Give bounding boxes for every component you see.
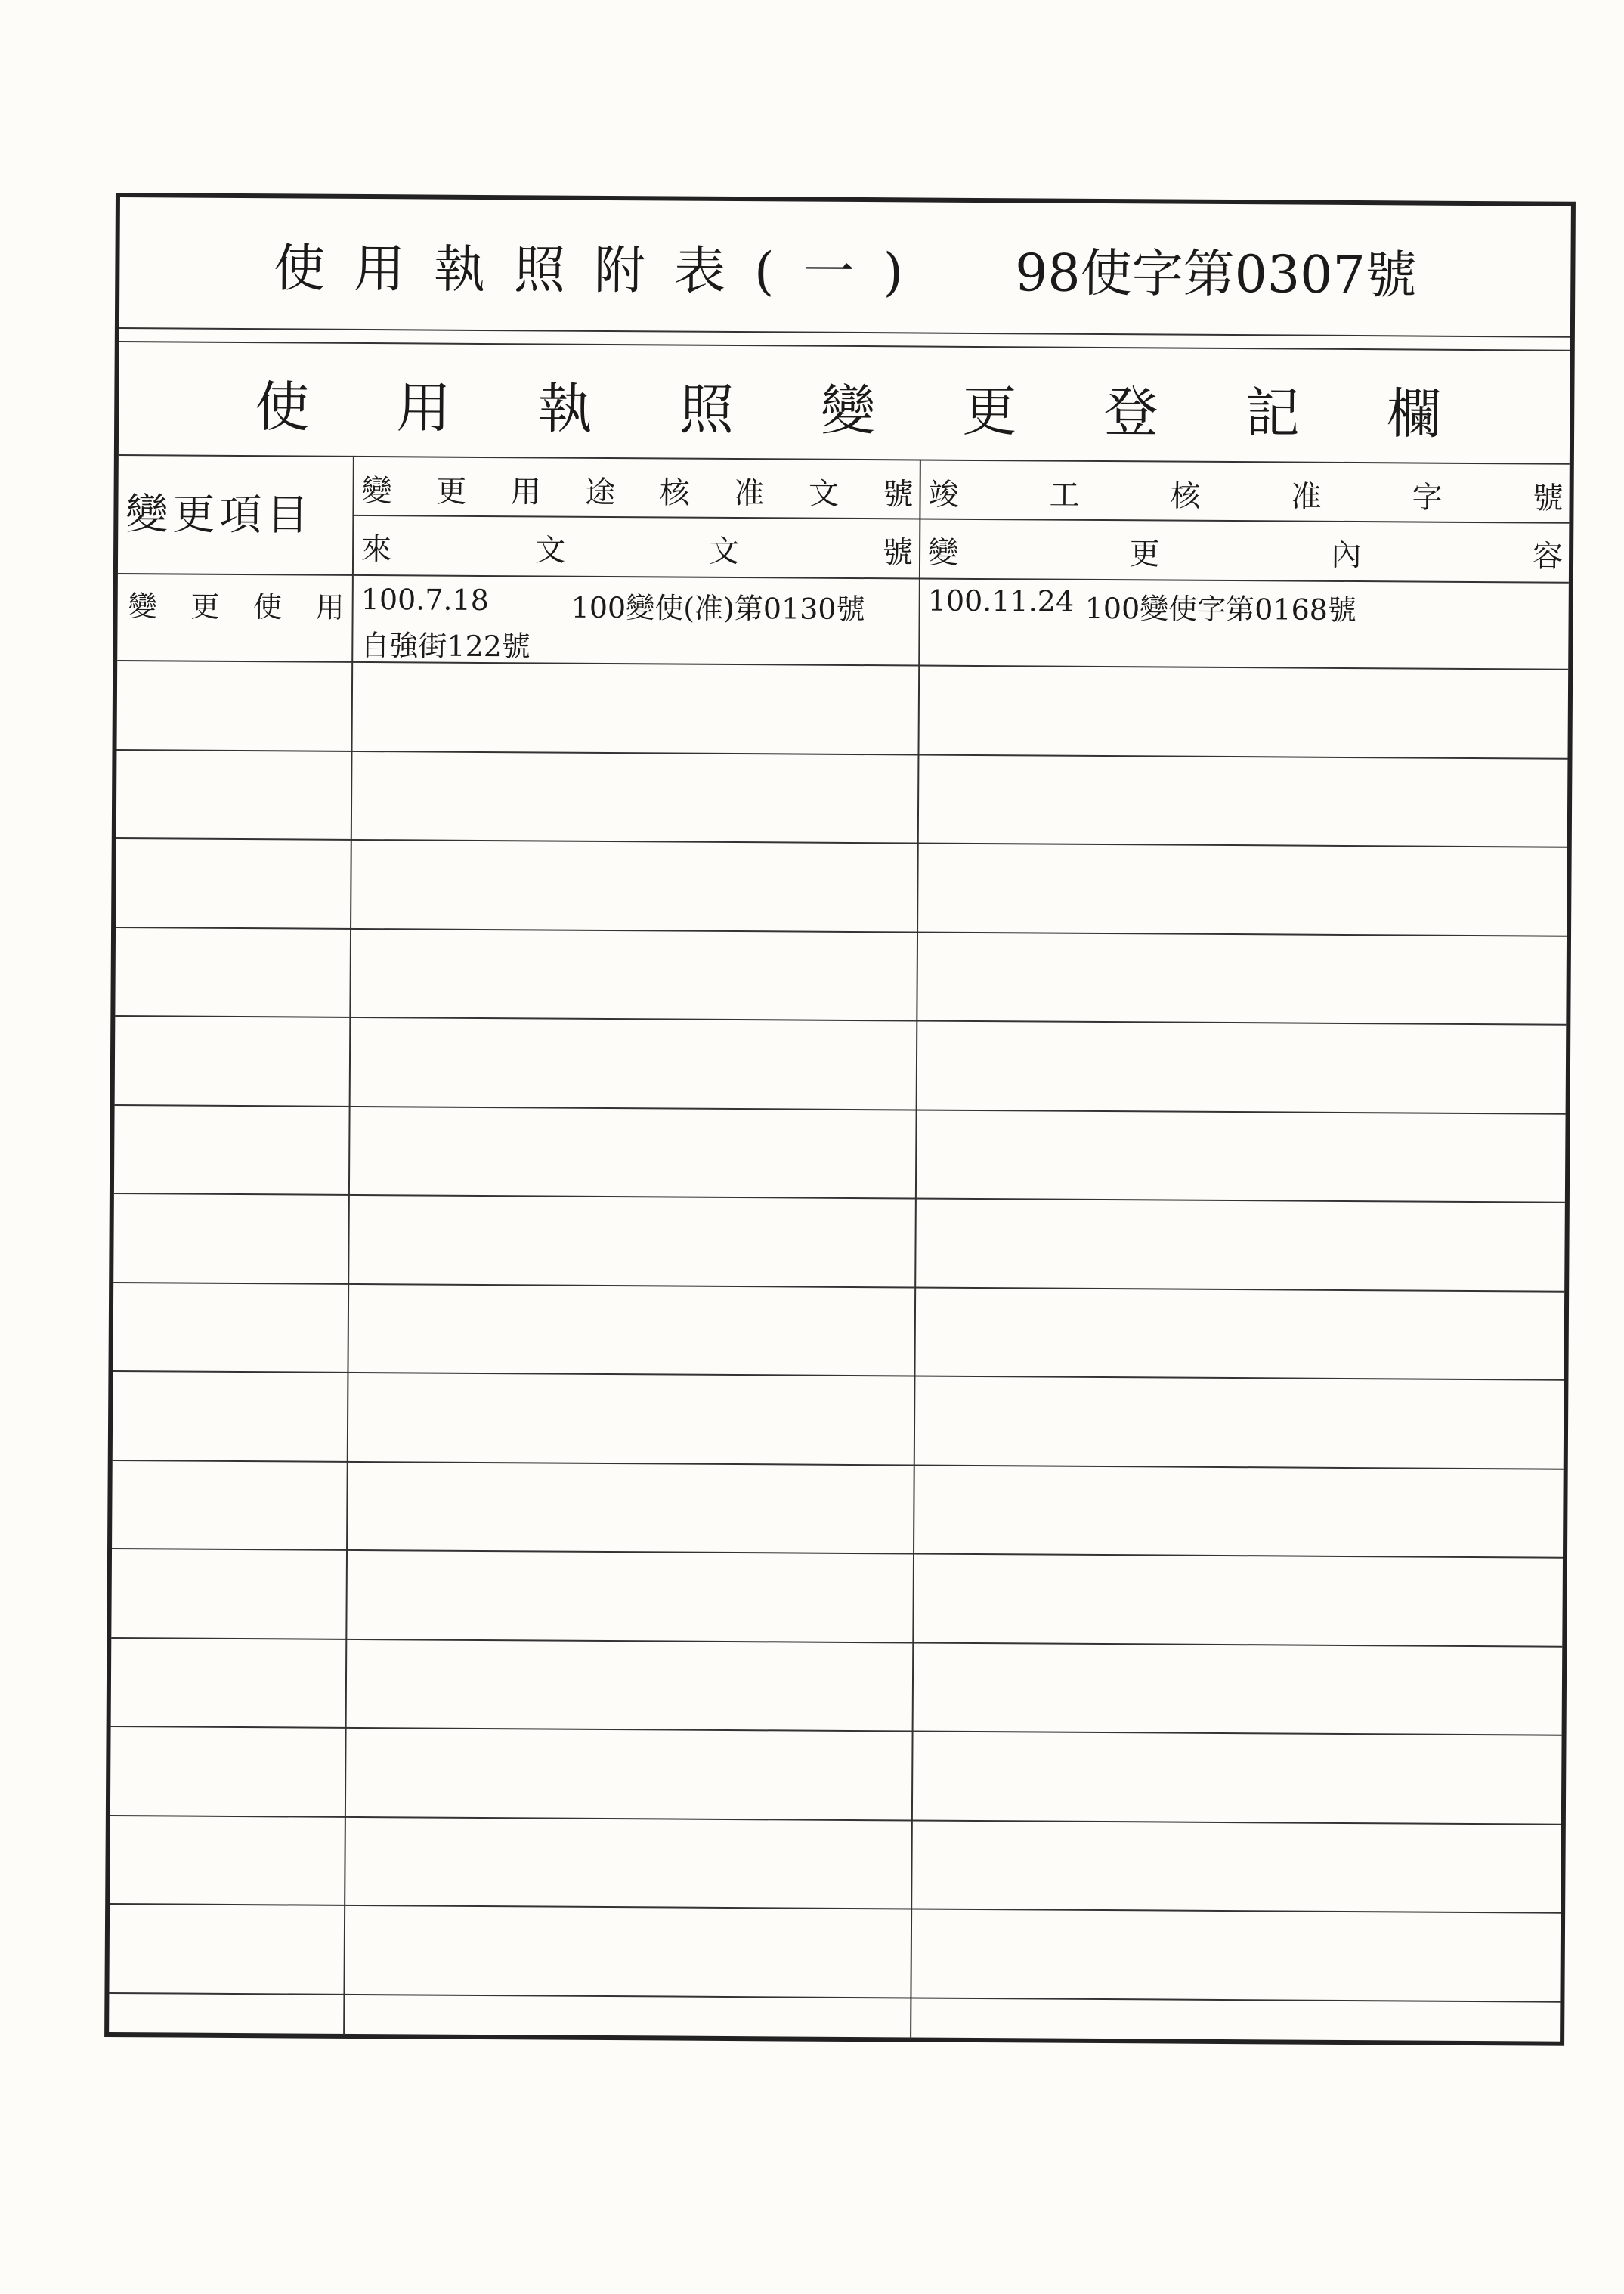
heading-char: 變 xyxy=(128,590,157,624)
heading-char: 使 xyxy=(255,375,310,439)
heading-char: 號 xyxy=(882,534,914,570)
form-title-name: 使用執照附表(一) xyxy=(273,239,933,303)
heading-char: 竣 xyxy=(928,477,959,512)
heading-char: 用 xyxy=(396,376,451,440)
table-row-line xyxy=(115,1104,1566,1115)
row-approval-no: 100變使(准)第0130號 xyxy=(571,590,865,627)
heading-char: 欄 xyxy=(1386,382,1442,446)
heading-char: 文 xyxy=(708,534,740,569)
table-row-line xyxy=(116,749,1567,760)
header-approval-no xyxy=(361,462,913,518)
table-row-line xyxy=(113,1370,1564,1381)
header-completion-no xyxy=(928,466,1563,522)
heading-char: 登 xyxy=(1103,379,1158,444)
license-number: 98使字第0307號 xyxy=(1014,243,1417,306)
header-change-content xyxy=(928,524,1563,580)
table-row-line xyxy=(110,1903,1561,1914)
heading-char: 來 xyxy=(360,531,392,567)
heading-char: 更 xyxy=(1129,536,1160,571)
heading-char: 更 xyxy=(436,474,467,509)
table-row-line xyxy=(111,1637,1562,1648)
heading-char: 記 xyxy=(1245,381,1301,445)
heading-char: 號 xyxy=(883,476,914,512)
heading-char: 號 xyxy=(1533,480,1564,516)
heading-char: 變 xyxy=(927,535,959,571)
table-row-line xyxy=(111,1726,1562,1736)
table-row-line xyxy=(114,1193,1565,1203)
row-address: 自強街122號 xyxy=(360,628,531,664)
header-change-item: 變更項目 xyxy=(125,490,314,540)
heading-char: 准 xyxy=(734,475,765,511)
table-row-line xyxy=(117,660,1568,670)
row-completion-date: 100.11.24 xyxy=(927,584,1075,618)
certificate-form xyxy=(104,193,1576,2046)
table-row-line xyxy=(115,1015,1566,1026)
heading-char: 容 xyxy=(1532,538,1564,574)
heading-char: 用 xyxy=(510,474,541,509)
heading-char: 途 xyxy=(585,475,616,510)
heading-char: 更 xyxy=(190,590,220,624)
heading-char: 工 xyxy=(1049,478,1080,513)
heading-char: 變 xyxy=(820,378,876,443)
row-change-item xyxy=(128,583,345,626)
table-row-line xyxy=(109,1992,1560,2003)
heading-char: 執 xyxy=(537,376,593,441)
column-divider xyxy=(910,460,921,2039)
column-divider xyxy=(343,456,354,2035)
form-title xyxy=(119,197,1571,339)
heading-char: 更 xyxy=(962,379,1017,444)
heading-char: 核 xyxy=(659,475,690,511)
table-row-line xyxy=(110,1815,1561,1825)
heading-char: 字 xyxy=(1412,479,1443,515)
table-row-line xyxy=(113,1282,1564,1293)
table-row-line xyxy=(113,1460,1564,1470)
heading-char: 照 xyxy=(679,377,735,442)
row-approval-date: 100.7.18 xyxy=(360,582,490,618)
table-row-line xyxy=(116,927,1567,937)
table-row-line xyxy=(112,1548,1563,1559)
heading-char: 用 xyxy=(315,590,345,624)
table-row-line xyxy=(116,837,1567,848)
row-completion-no: 100變使字第0168號 xyxy=(1084,591,1357,627)
heading-char: 核 xyxy=(1170,478,1201,514)
heading-char: 內 xyxy=(1331,537,1362,573)
header-incoming-doc xyxy=(361,520,913,576)
heading-char: 變 xyxy=(361,473,392,509)
heading-char: 文 xyxy=(808,476,840,512)
heading-char: 文 xyxy=(534,532,566,568)
form-subtitle xyxy=(255,349,1442,463)
heading-char: 使 xyxy=(252,590,283,624)
heading-char: 准 xyxy=(1291,479,1322,515)
